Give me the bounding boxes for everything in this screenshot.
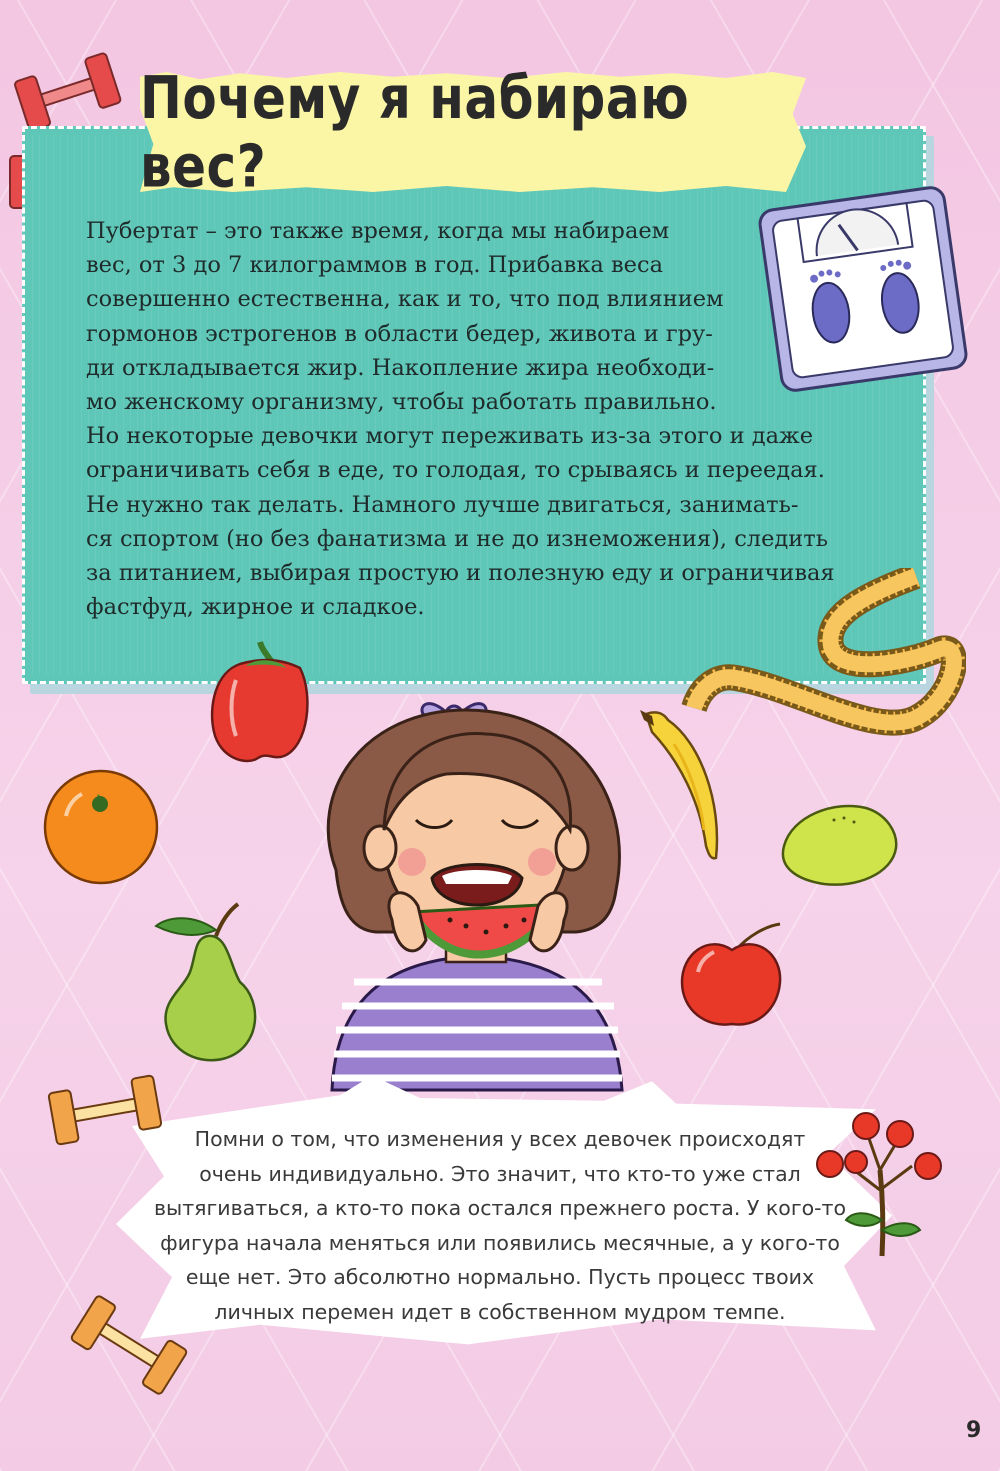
pear-icon (150, 896, 280, 1066)
dumbbell-icon (8, 48, 128, 138)
bubble-line: очень индивидуально. Это значит, что кто-то уже стал (199, 1161, 801, 1186)
bubble-line: Помни о том, что изменения у всех девочек происходят (194, 1127, 806, 1151)
bubble-line: фигура начала меняться или появились месячные, а у кого-то (160, 1230, 840, 1255)
body-line: ся спортом (но без фанатизма и не до изнеможения), следить (86, 525, 828, 552)
bubble-line: еще нет. Это абсолютно нормально. Пусть процесс твоих (185, 1265, 815, 1289)
girl-eating-watermelon (296, 670, 660, 1100)
body-line: Но некоторые девочки могут переживать из-за этого и даже (86, 423, 814, 450)
dumbbell-icon (64, 1290, 194, 1400)
apple-icon (676, 920, 788, 1032)
bubble-line: вытягиваться, а кто-то пока остался прежнего роста. У кого-то (153, 1196, 847, 1220)
bubble-text (120, 1122, 880, 1329)
dumbbell-icon (40, 1070, 170, 1150)
body-line: Пубертат – это также время, когда мы набираем (86, 218, 670, 244)
rowan-berries-icon (806, 1100, 956, 1260)
body-line: ди откладывается жир. Накопление жира необходи- (86, 354, 715, 381)
body-line: мо женскому организму, чтобы работать правильно. (86, 389, 717, 416)
body-line: ограничивать себя в еде, то голодая, то срываясь и переедая. (86, 457, 825, 484)
bubble-line: личных перемен идет в собственном мудром темпе. (214, 1299, 786, 1324)
orange-icon (40, 766, 162, 888)
body-line: совершенно естественна, как и то, что под влиянием (86, 286, 724, 313)
page-title: Почему я набираю вес? (140, 63, 690, 201)
body-line: Не нужно так делать. Намного лучше двигаться, занимать- (86, 491, 799, 518)
body-line: гормонов эстрогенов в области бедер, живота и гру- (86, 320, 713, 347)
lemon-icon (774, 796, 904, 890)
body-line: за питанием, выбирая простую и полезную еду и ограничивая (86, 560, 835, 587)
body-line: фастфуд, жирное и сладкое. (86, 594, 425, 621)
page-number: 9 (966, 1418, 982, 1443)
body-text (86, 214, 886, 624)
body-line: вес, от 3 до 7 килограммов в год. Прибавка веса (86, 252, 663, 279)
